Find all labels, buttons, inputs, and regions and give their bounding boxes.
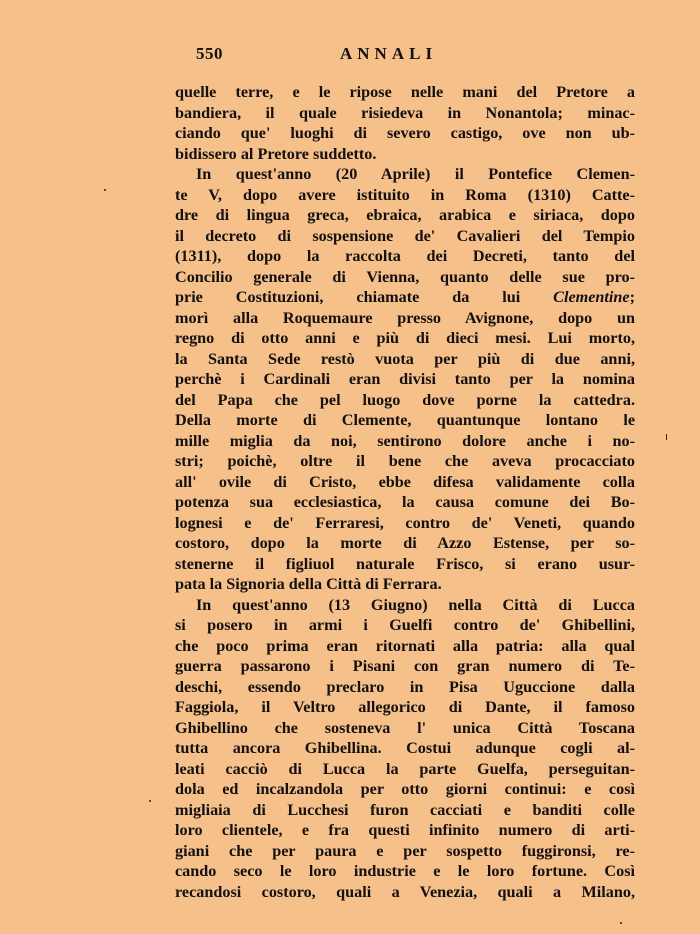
text-line: Ghibellino che sosteneva l' unica Città Toscana	[175, 718, 635, 737]
text-line: la Santa Sede restò vuota per più di due anni,	[175, 349, 635, 368]
text-line: Faggiola, il Veltro allegorico di Dante, il famoso	[175, 698, 635, 716]
text-line: cando seco le loro industrie e le loro fortune. Così	[175, 862, 635, 880]
text-line: pata la Signoria della Città di Ferrara.	[175, 575, 442, 593]
text-line: si posero in armi i Guelfi contro de' Ghibellini,	[175, 616, 635, 634]
text-line: giani che per paura e per sospetto fuggironsi, re-	[175, 841, 635, 860]
page-header	[196, 44, 636, 66]
text-line: recandosi costoro, quali a Venezia, quali a Milano,	[175, 882, 635, 901]
text-line: guerra passarono i Pisani con gran numero di Te-	[175, 657, 635, 675]
scan-speck	[104, 189, 106, 191]
text-line: (1311), dopo la raccolta dei Decreti, tanto del	[175, 247, 635, 265]
text-line: regno di otto anni e più di dieci mesi. Lui morto,	[175, 329, 635, 347]
text-line: ciando que' luoghi di severo castigo, ove non ub-	[175, 124, 635, 142]
text-line: loro clientele, e fra questi infinito numero di arti-	[175, 821, 635, 839]
scan-speck	[620, 922, 622, 924]
text-line: perchè i Cardinali eran divisi tanto per la nomina	[175, 370, 635, 388]
text-line: costoro, dopo la morte di Azzo Estense, per so-	[175, 534, 635, 552]
text-line	[175, 287, 635, 308]
text-line: In quest'anno (13 Giugno) nella Città di Lucca	[196, 595, 635, 614]
text-line: te V, dopo avere istituito in Roma (1310) Catte-	[175, 185, 635, 204]
italic-term: Clementine	[553, 288, 630, 306]
text-line: deschi, essendo preclaro in Pisa Uguccione dalla	[175, 677, 635, 696]
body-text	[175, 82, 635, 902]
text-line: stri; poichè, oltre il bene che aveva procacciato	[175, 452, 635, 470]
page-number: 550	[196, 44, 223, 63]
scan-speck	[149, 800, 151, 802]
text-line: In quest'anno (20 Aprile) il Pontefice Clemen-	[196, 165, 635, 183]
text-line: stenerne il figliuol naturale Frisco, si erano usur-	[175, 554, 635, 573]
text-line: morì alla Roquemaure presso Avignone, dopo un	[175, 308, 635, 327]
text-line: all' ovile di Cristo, ebbe difesa validamente colla	[175, 472, 635, 491]
text-line: dola ed incalzandola per otto giorni continui: e così	[175, 780, 635, 798]
text-line: tutta ancora Ghibellina. Costui adunque cogli al-	[175, 739, 635, 757]
text-line: il decreto di sospensione de' Cavalieri del Tempio	[175, 226, 635, 245]
scan-speck	[666, 434, 667, 440]
text-line: bidissero al Pretore suddetto.	[175, 144, 377, 163]
text-line: lognesi e de' Ferraresi, contro de' Veneti, quando	[175, 513, 635, 532]
text-line: che poco prima eran ritornati alla patria: alla qual	[175, 636, 635, 655]
text-segment: ;	[629, 288, 635, 306]
running-title: ANNALI	[340, 44, 438, 63]
text-line: migliaia di Lucchesi furon cacciati e banditi colle	[175, 800, 635, 819]
text-line: leati cacciò di Lucca la parte Guelfa, perseguitan-	[175, 759, 635, 778]
text-line: dre di lingua greca, ebraica, arabica e siriaca, dopo	[175, 206, 635, 224]
text-line: quelle terre, e le ripose nelle mani del Pretore a	[175, 83, 635, 101]
text-line: Della morte di Clemente, quantunque lontano le	[175, 411, 635, 429]
text-line: Concilio generale di Vienna, quanto delle sue pro-	[175, 267, 635, 286]
text-line: bandiera, il quale risiedeva in Nonantola; minac-	[175, 103, 635, 122]
text-line: mille miglia da noi, sentirono dolore anche i no-	[175, 431, 635, 450]
text-line: del Papa che pel luogo dove porne la cattedra.	[175, 390, 635, 409]
text-segment: prie Costituzioni, chiamate da lui	[175, 288, 554, 306]
text-line: potenza sua ecclesiastica, la causa comune dei Bo-	[175, 493, 635, 511]
